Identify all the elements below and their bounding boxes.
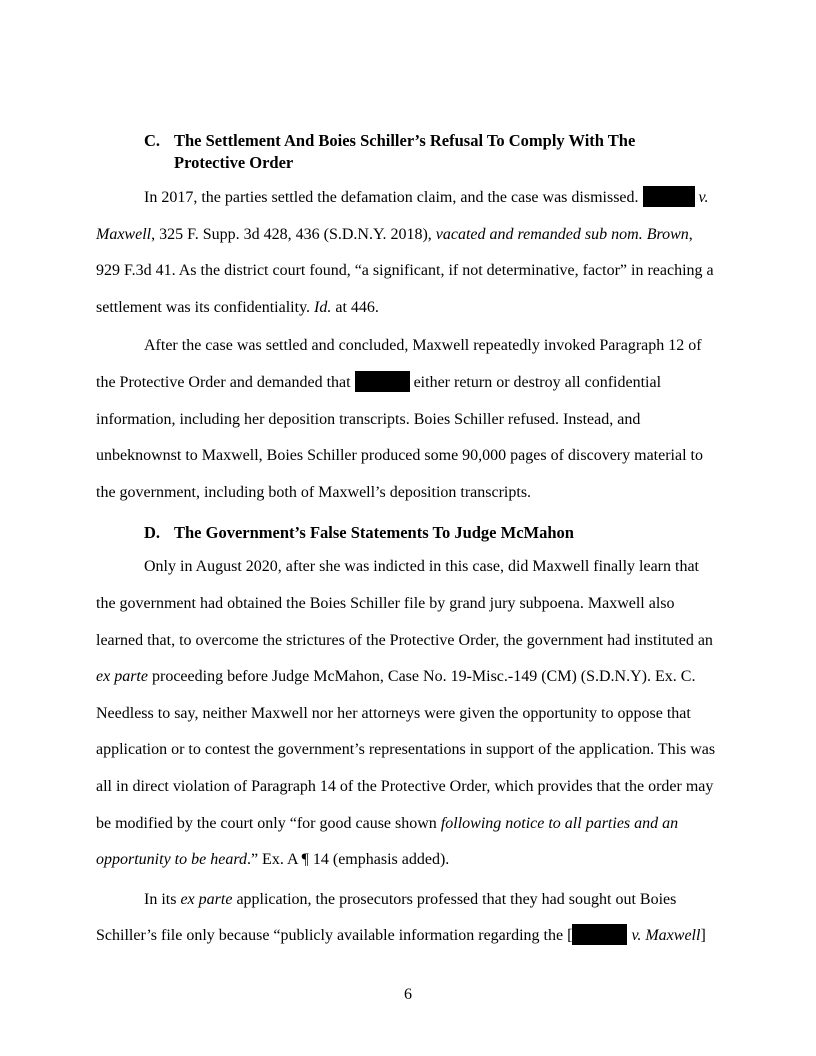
text-segment: Only in August 2020, after she was indicted in this case, did Maxwell finally learn that the government had obtained the Boies Schiller file by grand jury subpoena. Maxwell also learned that, to overcome the strictures of the Protective Order, the government had instituted an	[96, 558, 713, 649]
section-d-label: D.	[144, 523, 161, 543]
page-number: 6	[404, 986, 412, 1003]
section-heading-c	[144, 130, 719, 174]
text-segment: ex parte	[180, 890, 233, 908]
text-segment: following notice to all parties and an opportunity to be heard	[96, 814, 679, 869]
text-segment: either return or destroy all confidential information, including her deposition transcripts. Boies Schiller refused. Instead, and unbeknownst to Maxwell, Boies Schiller produced some 90,000 pages of discovery material to the government, including both of Maxwell’s deposition transcripts.	[96, 373, 703, 501]
text-segment: Id.	[314, 298, 332, 316]
redaction-box	[572, 924, 627, 945]
section-d-title	[174, 522, 574, 544]
text-segment: ex parte	[96, 668, 148, 686]
section-c-title-line1: The Settlement And Boies Schiller’s Refusal To Comply With The	[174, 131, 636, 150]
paragraph-ex-parte-proceeding	[96, 549, 719, 878]
text-segment: application, the prosecutors professed that they had sought out Boies Schiller’s file only because “publicly available information regarding the [	[96, 890, 677, 945]
text-segment: at 446.	[331, 298, 379, 316]
text-segment: , 929 F.3d 41. As the district court found, “a significant, if not determinative, factor” in reaching a settlement was its confidentiality.	[96, 225, 714, 316]
section-d-title-line1: The Government’s False Statements To Judge McMahon	[174, 523, 574, 543]
paragraph-protective-order-demand	[96, 328, 719, 511]
paragraph-settlement-dismissal	[96, 180, 719, 326]
section-c-title-line2: Protective Order	[174, 153, 294, 172]
text-segment: .” Ex. A ¶ 14 (emphasis added).	[246, 851, 450, 869]
redaction-box	[355, 371, 410, 392]
section-c-title	[174, 130, 635, 174]
text-segment: proceeding before Judge McMahon, Case No. 19-Misc.-149 (CM) (S.D.N.Y). Ex. C. Needless to say, neither Maxwell nor her attorneys were given the opportunity to oppose that application or to contest the government’s representations in support of the application. This was all in direct violation of Paragraph 14 of the Protective Order, which provides that the order may be modified by the court only “for good cause shown	[96, 668, 716, 832]
text-segment: v. Maxwell	[96, 189, 709, 243]
text-segment: In 2017, the parties settled the defamation claim, and the case was dismissed.	[144, 189, 643, 206]
text-segment: vacated and remanded sub nom. Brown	[435, 225, 689, 243]
text-segment: v. Maxwell	[631, 927, 701, 945]
text-segment: After the case was settled and concluded, Maxwell repeatedly invoked Paragraph 12 of the Protective Order and demanded that	[96, 337, 702, 391]
section-heading-d	[144, 522, 719, 544]
section-c-label: C.	[144, 131, 161, 150]
document-content	[96, 0, 719, 955]
paragraph-ex-parte-application	[96, 882, 719, 955]
text-segment: , 325 F. Supp. 3d 428, 436 (S.D.N.Y. 2018),	[151, 225, 436, 243]
redaction-box	[643, 186, 695, 207]
text-segment: ]	[700, 927, 706, 945]
text-segment: In its	[144, 890, 181, 908]
